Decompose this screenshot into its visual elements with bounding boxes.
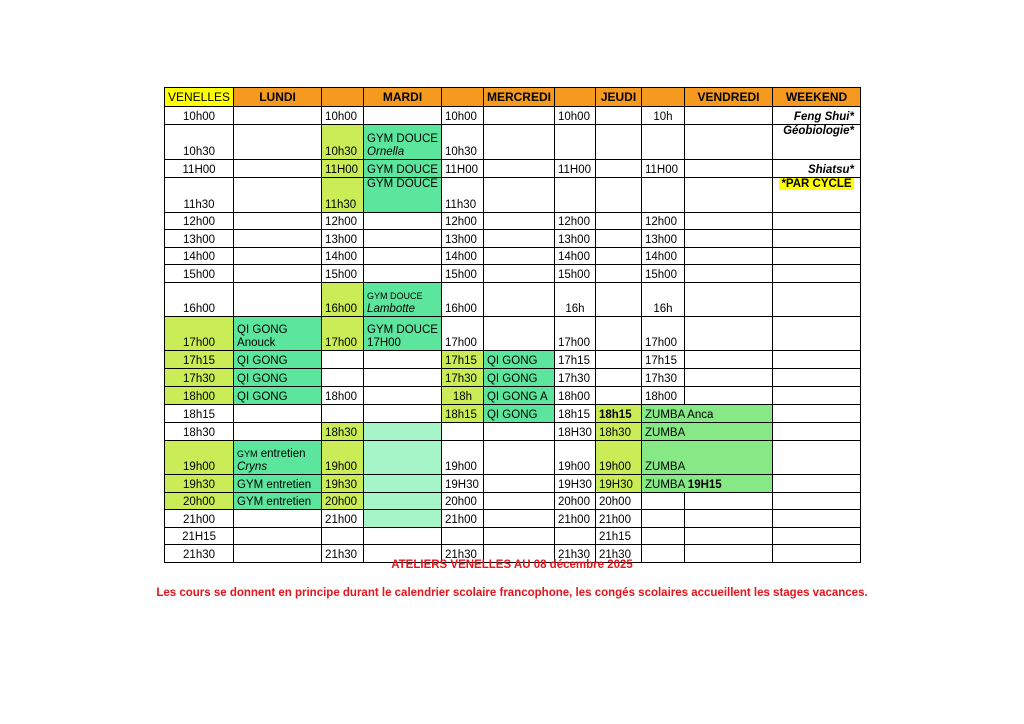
empty-cell bbox=[483, 213, 554, 230]
vendredi-time: 15h00 bbox=[641, 265, 684, 283]
weekend-shiatsu: Shiatsu* bbox=[772, 160, 860, 178]
table-row bbox=[165, 475, 861, 493]
vendredi-time: 18h30 bbox=[595, 423, 641, 441]
empty-cell bbox=[684, 230, 772, 248]
table-row bbox=[165, 387, 861, 405]
table-row bbox=[165, 351, 861, 369]
empty-cell bbox=[322, 351, 364, 369]
time-cell: 11h30 bbox=[165, 178, 234, 213]
empty-cell bbox=[364, 265, 442, 283]
mardi-time: 17h00 bbox=[322, 317, 364, 351]
vendredi-time: 18h00 bbox=[641, 387, 684, 405]
time-cell: 13h00 bbox=[165, 230, 234, 248]
empty-cell bbox=[595, 387, 641, 405]
mardi-activity bbox=[364, 283, 442, 317]
empty-cell bbox=[772, 493, 860, 510]
empty-cell bbox=[772, 248, 860, 265]
time-cell: 17h00 bbox=[165, 317, 234, 351]
activity-name: ZUMBA bbox=[644, 479, 688, 491]
mardi-activity-empty bbox=[364, 441, 442, 475]
time-cell: 21h00 bbox=[165, 510, 234, 528]
empty-cell bbox=[554, 125, 595, 160]
empty-cell bbox=[684, 387, 772, 405]
empty-cell bbox=[772, 423, 860, 441]
table-row bbox=[165, 107, 861, 125]
mardi-time: 11h30 bbox=[322, 178, 364, 213]
lundi-activity: GYM entretien bbox=[234, 475, 322, 493]
empty-cell bbox=[684, 178, 772, 213]
jeudi-time: 19h00 bbox=[554, 441, 595, 475]
mardi-time: 18h00 bbox=[322, 387, 364, 405]
vendredi-time: 12h00 bbox=[641, 213, 684, 230]
jeudi-time: 17h15 bbox=[554, 351, 595, 369]
empty-cell bbox=[234, 423, 322, 441]
empty-cell bbox=[684, 283, 772, 317]
time-cell: 14h00 bbox=[165, 248, 234, 265]
jeudi-time: 21h00 bbox=[554, 510, 595, 528]
empty-cell bbox=[684, 213, 772, 230]
mardi-time: 19h30 bbox=[322, 475, 364, 493]
empty-cell bbox=[322, 528, 364, 545]
jeudi-time: 14h00 bbox=[554, 248, 595, 265]
empty-cell bbox=[234, 213, 322, 230]
empty-cell bbox=[595, 160, 641, 178]
time-cell: 20h00 bbox=[165, 493, 234, 510]
empty-cell bbox=[595, 230, 641, 248]
empty-cell bbox=[483, 107, 554, 125]
table-row bbox=[165, 493, 861, 510]
empty-cell bbox=[595, 178, 641, 213]
empty-cell bbox=[554, 528, 595, 545]
mardi-activity bbox=[364, 317, 442, 351]
time-cell: 18h15 bbox=[165, 405, 234, 423]
time-cell: 19h30 bbox=[165, 475, 234, 493]
empty-cell bbox=[772, 475, 860, 493]
empty-cell bbox=[772, 351, 860, 369]
empty-cell bbox=[684, 160, 772, 178]
time-cell: 21h30 bbox=[165, 545, 234, 563]
activity-name: GYM DOUCE bbox=[367, 291, 423, 301]
mercredi-time: 17h00 bbox=[441, 317, 483, 351]
time-cell: 17h15 bbox=[165, 351, 234, 369]
lundi-activity: QI GONG bbox=[234, 351, 322, 369]
empty-cell bbox=[684, 265, 772, 283]
empty-cell bbox=[595, 317, 641, 351]
empty-cell bbox=[234, 265, 322, 283]
empty-cell bbox=[483, 283, 554, 317]
mercredi-time: 17h30 bbox=[441, 369, 483, 387]
vendredi-time: 18h15 bbox=[595, 405, 641, 423]
empty-cell bbox=[772, 405, 860, 423]
empty-cell bbox=[483, 475, 554, 493]
empty-cell bbox=[772, 441, 860, 475]
empty-cell bbox=[234, 510, 322, 528]
time-cell: 11H00 bbox=[165, 160, 234, 178]
empty-cell bbox=[595, 125, 641, 160]
footer-note: Les cours se donnent en principe durant le calendrier scolaire francophone, les congés scolaires accueillent les stages vacances. bbox=[156, 587, 868, 599]
mercredi-time: 21h00 bbox=[441, 510, 483, 528]
empty-cell bbox=[441, 528, 483, 545]
empty-cell bbox=[483, 265, 554, 283]
footer-title: ATELIERS VENELLES AU 08 décembre 2025 bbox=[391, 559, 633, 571]
weekend-geobiologie: Géobiologie* bbox=[772, 125, 860, 160]
vendredi-activity: ZUMBA bbox=[641, 423, 772, 441]
empty-cell bbox=[234, 405, 322, 423]
empty-cell bbox=[483, 510, 554, 528]
table-row bbox=[165, 248, 861, 265]
header-vendredi: VENDREDI bbox=[684, 88, 772, 107]
jeudi-time: 18H30 bbox=[554, 423, 595, 441]
mercredi-time: 10h30 bbox=[441, 125, 483, 160]
empty-cell bbox=[483, 125, 554, 160]
mardi-time: 12h00 bbox=[322, 213, 364, 230]
table-row bbox=[165, 423, 861, 441]
empty-cell bbox=[483, 230, 554, 248]
empty-cell bbox=[483, 528, 554, 545]
mardi-time: 18h30 bbox=[322, 423, 364, 441]
vendredi-time: 19h00 bbox=[595, 441, 641, 475]
vendredi-time: 10h bbox=[641, 107, 684, 125]
time-cell: 10h00 bbox=[165, 107, 234, 125]
empty-cell bbox=[684, 107, 772, 125]
empty-cell bbox=[595, 265, 641, 283]
empty-cell bbox=[772, 230, 860, 248]
mardi-time: 11H00 bbox=[322, 160, 364, 178]
empty-cell bbox=[684, 317, 772, 351]
empty-cell bbox=[234, 248, 322, 265]
mardi-time: 10h30 bbox=[322, 125, 364, 160]
empty-cell bbox=[364, 248, 442, 265]
empty-cell bbox=[554, 178, 595, 213]
vendredi-time: 19H30 bbox=[595, 475, 641, 493]
jeudi-time: 21h30 bbox=[554, 545, 595, 563]
mardi-activity: GYM DOUCE bbox=[364, 160, 442, 178]
weekend-cycle-cell bbox=[772, 178, 860, 213]
mardi-time: 13h00 bbox=[322, 230, 364, 248]
empty-cell bbox=[772, 283, 860, 317]
empty-cell bbox=[234, 528, 322, 545]
time-cell: 12h00 bbox=[165, 213, 234, 230]
empty-cell bbox=[364, 213, 442, 230]
empty-cell bbox=[483, 248, 554, 265]
instructor-name: Lambotte bbox=[367, 303, 415, 315]
mercredi-time: 11H00 bbox=[441, 160, 483, 178]
time-cell: 19h00 bbox=[165, 441, 234, 475]
header-mardi: MARDI bbox=[364, 88, 442, 107]
lundi-activity bbox=[234, 441, 322, 475]
empty-cell bbox=[595, 213, 641, 230]
weekend-feng-shui: Feng Shui* bbox=[772, 107, 860, 125]
vendredi-time: 21h30 bbox=[595, 545, 641, 563]
instructor-name: Anouck bbox=[237, 337, 276, 349]
empty-cell bbox=[684, 351, 772, 369]
mardi-time: 14h00 bbox=[322, 248, 364, 265]
empty-cell bbox=[772, 528, 860, 545]
empty-cell bbox=[772, 510, 860, 528]
empty-cell bbox=[595, 351, 641, 369]
table-row bbox=[165, 528, 861, 545]
empty-cell bbox=[234, 283, 322, 317]
empty-cell bbox=[684, 510, 772, 528]
mardi-time: 10h00 bbox=[322, 107, 364, 125]
table-row bbox=[165, 160, 861, 178]
empty-cell bbox=[641, 178, 684, 213]
empty-cell bbox=[483, 317, 554, 351]
mercredi-time: 10h00 bbox=[441, 107, 483, 125]
empty-cell bbox=[364, 369, 442, 387]
header-row bbox=[165, 88, 861, 107]
empty-cell bbox=[595, 369, 641, 387]
time-cell: 21H15 bbox=[165, 528, 234, 545]
empty-cell bbox=[595, 283, 641, 317]
mardi-time: 21h00 bbox=[322, 510, 364, 528]
mercredi-time: 12h00 bbox=[441, 213, 483, 230]
header-venelles: VENELLES bbox=[165, 88, 234, 107]
jeudi-time: 18h00 bbox=[554, 387, 595, 405]
time-cell: 18h00 bbox=[165, 387, 234, 405]
activity-name: GYM DOUCE bbox=[367, 133, 438, 145]
mardi-time: 19h00 bbox=[322, 441, 364, 475]
time-cell: 10h30 bbox=[165, 125, 234, 160]
vendredi-time: 17h00 bbox=[641, 317, 684, 351]
header-weekend: WEEKEND bbox=[772, 88, 860, 107]
vendredi-time: 21h15 bbox=[595, 528, 641, 545]
mardi-activity-empty bbox=[364, 423, 442, 441]
jeudi-time: 10h00 bbox=[554, 107, 595, 125]
empty-cell bbox=[772, 317, 860, 351]
jeudi-time: 16h bbox=[554, 283, 595, 317]
mercredi-time: 15h00 bbox=[441, 265, 483, 283]
lundi-activity bbox=[234, 317, 322, 351]
activity-prefix: GYM bbox=[237, 449, 258, 459]
vendredi-time: 17h30 bbox=[641, 369, 684, 387]
table-row bbox=[165, 369, 861, 387]
activity-name: entretien bbox=[257, 448, 306, 460]
mardi-time: 15h00 bbox=[322, 265, 364, 283]
empty-cell bbox=[364, 405, 442, 423]
empty-cell bbox=[234, 125, 322, 160]
empty-cell bbox=[684, 248, 772, 265]
mardi-time: 16h00 bbox=[322, 283, 364, 317]
empty-cell bbox=[772, 213, 860, 230]
header-blank bbox=[641, 88, 684, 107]
empty-cell bbox=[441, 423, 483, 441]
empty-cell bbox=[772, 369, 860, 387]
empty-cell bbox=[234, 160, 322, 178]
header-mercredi: MERCREDI bbox=[483, 88, 554, 107]
mercredi-time: 14h00 bbox=[441, 248, 483, 265]
activity-time: 17H00 bbox=[367, 337, 401, 349]
empty-cell bbox=[641, 528, 684, 545]
vendredi-time: 14h00 bbox=[641, 248, 684, 265]
vendredi-time: 21h00 bbox=[595, 510, 641, 528]
empty-cell bbox=[234, 178, 322, 213]
mercredi-activity: QI GONG A bbox=[483, 387, 554, 405]
empty-cell bbox=[322, 369, 364, 387]
table-row bbox=[165, 441, 861, 475]
jeudi-time: 13h00 bbox=[554, 230, 595, 248]
vendredi-time: 13h00 bbox=[641, 230, 684, 248]
empty-cell bbox=[684, 493, 772, 510]
empty-cell bbox=[772, 387, 860, 405]
empty-cell bbox=[483, 441, 554, 475]
empty-cell bbox=[483, 493, 554, 510]
vendredi-time: 20h00 bbox=[595, 493, 641, 510]
mercredi-time: 17h15 bbox=[441, 351, 483, 369]
jeudi-time: 11H00 bbox=[554, 160, 595, 178]
header-blank bbox=[322, 88, 364, 107]
empty-cell bbox=[641, 493, 684, 510]
table-row bbox=[165, 178, 861, 213]
lundi-activity: QI GONG bbox=[234, 369, 322, 387]
empty-cell bbox=[684, 125, 772, 160]
instructor-name: Cryns bbox=[237, 461, 268, 473]
mercredi-time: 18h15 bbox=[441, 405, 483, 423]
vendredi-activity: ZUMBA bbox=[641, 441, 772, 475]
mercredi-time: 11h30 bbox=[441, 178, 483, 213]
table-row bbox=[165, 317, 861, 351]
vendredi-activity bbox=[641, 475, 772, 493]
activity-name: GYM DOUCE bbox=[367, 324, 438, 336]
empty-cell bbox=[234, 230, 322, 248]
empty-cell bbox=[234, 107, 322, 125]
empty-cell bbox=[364, 528, 442, 545]
table-row bbox=[165, 213, 861, 230]
vendredi-time: 16h bbox=[641, 283, 684, 317]
empty-cell bbox=[364, 387, 442, 405]
table-row bbox=[165, 510, 861, 528]
par-cycle-note: *PAR CYCLE bbox=[781, 178, 852, 190]
mardi-activity-empty bbox=[364, 510, 442, 528]
empty-cell bbox=[595, 107, 641, 125]
mardi-activity bbox=[364, 125, 442, 160]
mercredi-activity: QI GONG bbox=[483, 405, 554, 423]
mercredi-time: 19h00 bbox=[441, 441, 483, 475]
table-row bbox=[165, 405, 861, 423]
empty-cell bbox=[641, 125, 684, 160]
mercredi-time: 13h00 bbox=[441, 230, 483, 248]
header-blank bbox=[441, 88, 483, 107]
mardi-activity-empty bbox=[364, 493, 442, 510]
empty-cell bbox=[364, 107, 442, 125]
jeudi-time: 18h15 bbox=[554, 405, 595, 423]
jeudi-time: 17h00 bbox=[554, 317, 595, 351]
mardi-activity: GYM DOUCE bbox=[364, 178, 442, 213]
table-row bbox=[165, 125, 861, 160]
mercredi-activity: QI GONG bbox=[483, 369, 554, 387]
empty-cell bbox=[364, 351, 442, 369]
mardi-time: 21h30 bbox=[322, 545, 364, 563]
mercredi-activity: QI GONG bbox=[483, 351, 554, 369]
jeudi-time: 15h00 bbox=[554, 265, 595, 283]
mercredi-time: 19H30 bbox=[441, 475, 483, 493]
empty-cell bbox=[641, 510, 684, 528]
jeudi-time: 12h00 bbox=[554, 213, 595, 230]
jeudi-time: 17h30 bbox=[554, 369, 595, 387]
vendredi-time: 17h15 bbox=[641, 351, 684, 369]
empty-cell bbox=[684, 528, 772, 545]
time-cell: 15h00 bbox=[165, 265, 234, 283]
vendredi-time: 11H00 bbox=[641, 160, 684, 178]
jeudi-time: 20h00 bbox=[554, 493, 595, 510]
header-lundi: LUNDI bbox=[234, 88, 322, 107]
table-row bbox=[165, 265, 861, 283]
time-cell: 16h00 bbox=[165, 283, 234, 317]
empty-cell bbox=[483, 423, 554, 441]
empty-cell bbox=[483, 178, 554, 213]
schedule-table bbox=[164, 87, 861, 563]
activity-time: 19H15 bbox=[687, 479, 722, 491]
header-jeudi: JEUDI bbox=[595, 88, 641, 107]
empty-cell bbox=[364, 230, 442, 248]
mercredi-time: 16h00 bbox=[441, 283, 483, 317]
table-row bbox=[165, 283, 861, 317]
empty-cell bbox=[772, 265, 860, 283]
header-blank bbox=[554, 88, 595, 107]
instructor-name: Ornella bbox=[367, 146, 405, 158]
time-cell: 17h30 bbox=[165, 369, 234, 387]
empty-cell bbox=[684, 369, 772, 387]
jeudi-time: 19H30 bbox=[554, 475, 595, 493]
mercredi-time: 21h30 bbox=[441, 545, 483, 563]
empty-cell bbox=[483, 160, 554, 178]
table-row bbox=[165, 230, 861, 248]
vendredi-activity: ZUMBA Anca bbox=[641, 405, 772, 423]
lundi-activity: GYM entretien bbox=[234, 493, 322, 510]
empty-cell bbox=[595, 248, 641, 265]
mardi-activity-empty bbox=[364, 475, 442, 493]
lundi-activity: QI GONG bbox=[234, 387, 322, 405]
empty-cell bbox=[322, 405, 364, 423]
time-cell: 18h30 bbox=[165, 423, 234, 441]
mardi-time: 20h00 bbox=[322, 493, 364, 510]
activity-name: QI GONG bbox=[237, 324, 288, 336]
mercredi-time: 20h00 bbox=[441, 493, 483, 510]
mercredi-time: 18h bbox=[441, 387, 483, 405]
